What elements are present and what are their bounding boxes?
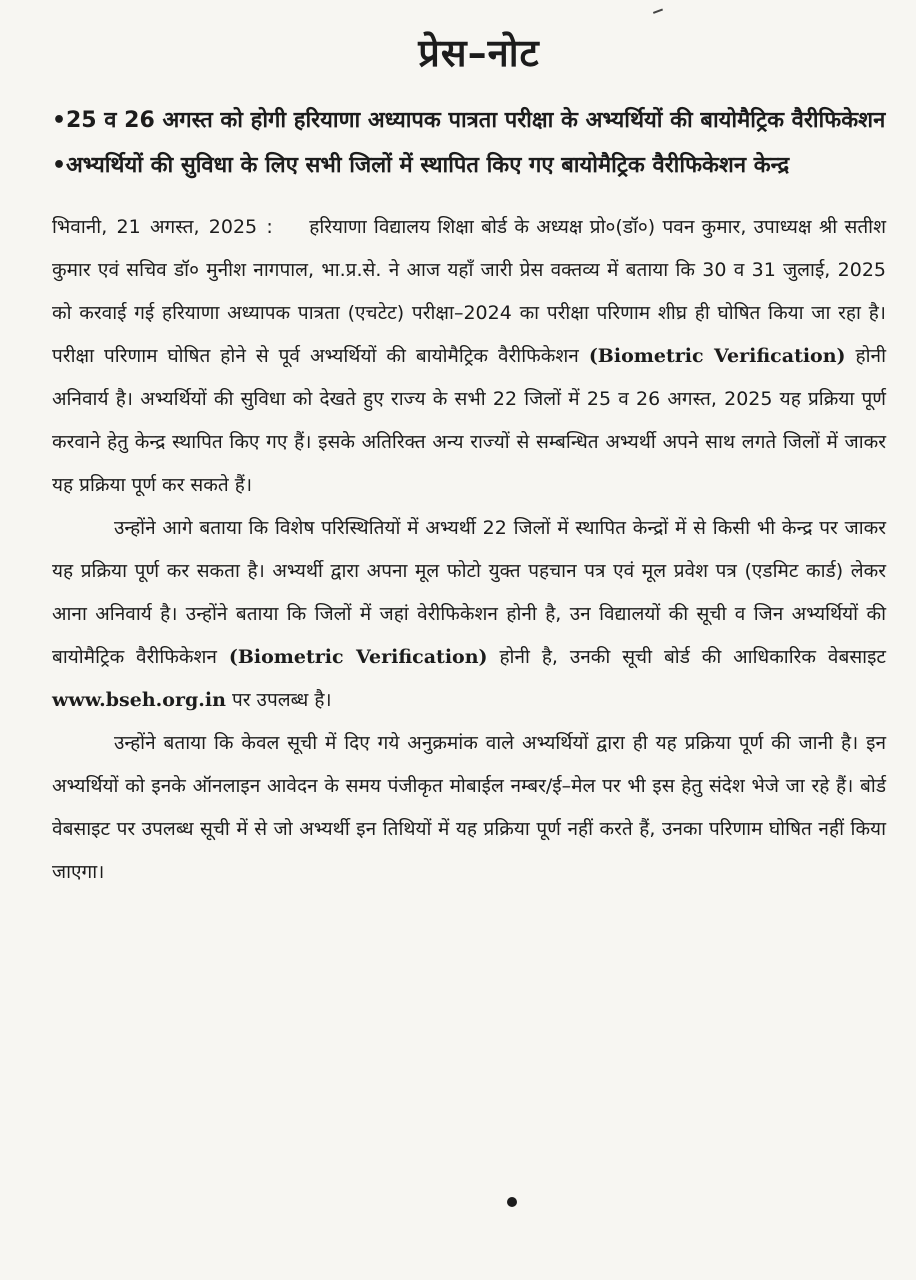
paragraph-1 [52,206,886,507]
headline-item [52,98,886,143]
paragraph-text: होनी है, उनकी सूची बोर्ड की आधिकारिक वेबसाइट [499,646,886,668]
pen-mark [653,9,665,20]
bullet-icon: • [52,153,67,178]
english-term: (Biometric Verification) [588,345,846,367]
paragraph-text: होनी अनिवार्य है। अभ्यर्थियों की सुविधा को देखते हुए राज्य के सभी 22 जिलों में 25 व 26 अगस्त, 2025 यह प्रक्रिया पूर्ण करवाने हेतु केन्द्र स्थापित किए गए हैं। इसके अतिरिक्त अन्य राज्यों से सम्बन्धित अभ्यर्थी अपने साथ लगते जिलों में जाकर यह प्रक्रिया पूर्ण कर सकते हैं। [52,345,886,496]
headline-item [52,143,886,188]
headline-text: 25 व 26 अगस्त को होगी हरियाणा अध्यापक पात्रता परीक्षा के अभ्यर्थियों की बायोमैट्रिक वैरीफिकेशन [66,108,886,133]
dateline: भिवानी, 21 अगस्त, 2025 : [52,216,273,238]
headline-text: अभ्यर्थियों की सुविधा के लिए सभी जिलों में स्थापित किए गए बायोमैट्रिक वैरीफिकेशन केन्द्र [66,153,790,178]
paragraph-2 [52,507,886,722]
headline-list [52,98,886,188]
paragraph-3 [52,722,886,894]
paragraph-text: पर उपलब्ध है। [231,689,332,711]
end-dot [507,1197,517,1207]
paragraph-text: उन्होंने बताया कि केवल सूची में दिए गये अनुक्रमांक वाले अभ्यर्थियों द्वारा ही यह प्रक्रिया पूर्ण की जानी है। इन अभ्यर्थियों को इनके ऑनलाइन आवेदन के समय पंजीकृत मोबाईल नम्बर/ई–मेल पर भी इस हेतु संदेश भेजे जा रहे हैं। बोर्ड वेबसाइट पर उपलब्ध सूची में से जो अभ्यर्थी इन तिथियों में यह प्रक्रिया पूर्ण नहीं करते हैं, उनका परिणाम घोषित नहीं किया जाएगा। [52,732,886,883]
paragraph-text: हरियाणा विद्यालय शिक्षा बोर्ड के अध्यक्ष प्रो०(डॉ०) पवन कुमार, उपाध्यक्ष श्री सतीश कुमार एवं सचिव डॉ० मुनीश नागपाल, भा.प्र.से. ने आज यहाँ जारी प्रेस वक्तव्य में बताया कि 30 व 31 जुलाई, 2025 को करवाई गई हरियाणा अध्यापक पात्रता (एचटेट) परीक्षा–2024 का परीक्षा परिणाम शीघ्र ही घोषित किया जा रहा है। परीक्षा परिणाम घोषित होने से पूर्व अभ्यर्थियों की बायोमैट्रिक वैरीफिकेशन [52,216,886,367]
paragraph-text: उन्होंने आगे बताया कि विशेष परिस्थितियों में अभ्यर्थी 22 जिलों में स्थापित केन्द्रों में से किसी भी केन्द्र पर जाकर यह प्रक्रिया पूर्ण कर सकता है। अभ्यर्थी द्वारा अपना मूल फोटो युक्त पहचान पत्र एवं मूल प्रवेश पत्र (एडमिट कार्ड) लेकर आना अनिवार्य है। उन्होंने बताया कि जिलों में जहां वेरीफिकेशन होनी है, उन विद्यालयों की सूची व जिन अभ्यर्थियों की बायोमैट्रिक वैरीफिकेशन [52,517,886,668]
english-term: (Biometric Verification) [228,646,488,668]
website-link: www.bseh.org.in [52,689,226,711]
page-title: प्रेस–नोट [418,31,540,75]
bullet-icon: • [52,108,67,133]
